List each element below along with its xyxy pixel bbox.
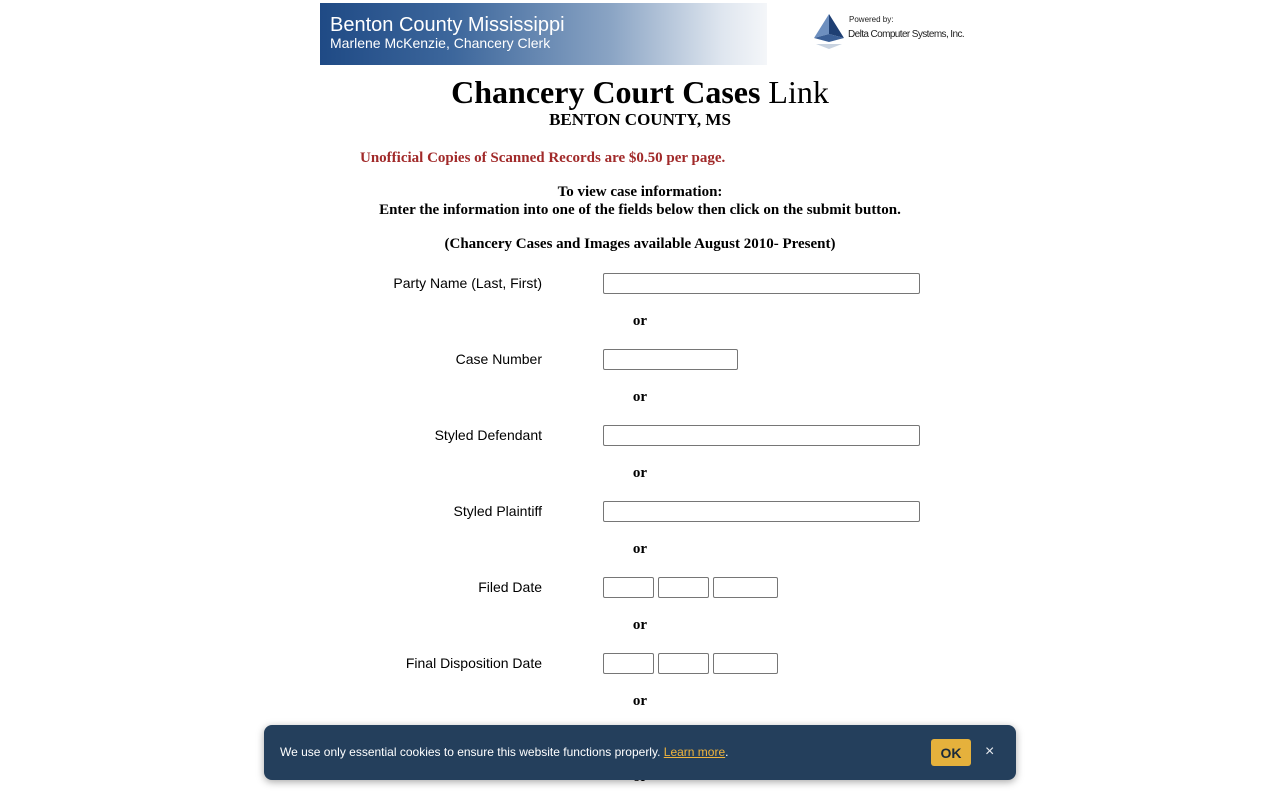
pyramid-logo-icon bbox=[814, 14, 844, 50]
filed-date-day-input[interactable] bbox=[658, 577, 709, 598]
vendor-name: Delta Computer Systems, Inc. bbox=[848, 29, 965, 40]
cookie-banner bbox=[264, 725, 1016, 780]
final-disposition-date-label: Final Disposition Date bbox=[405, 655, 542, 671]
cookie-message bbox=[280, 744, 728, 760]
final-disposition-day-input[interactable] bbox=[658, 653, 709, 674]
filed-date-label: Filed Date bbox=[478, 579, 542, 595]
cookie-message-period: . bbox=[725, 745, 729, 759]
party-name-label: Party Name (Last, First) bbox=[393, 275, 542, 291]
powered-by-label: Powered by: bbox=[849, 15, 894, 24]
party-name-input[interactable] bbox=[603, 273, 920, 294]
or-separator: or bbox=[632, 465, 648, 481]
learn-more-link[interactable]: Learn more bbox=[663, 745, 726, 759]
styled-plaintiff-input[interactable] bbox=[603, 501, 920, 522]
instruction-text: Enter the information into one of the fields below then click on the submit button. bbox=[379, 202, 901, 218]
page-subtitle: BENTON COUNTY, MS bbox=[549, 110, 731, 129]
county-title: Benton County Mississippi bbox=[330, 14, 565, 36]
clerk-line: Marlene McKenzie, Chancery Clerk bbox=[330, 35, 551, 51]
final-disposition-month-input[interactable] bbox=[603, 653, 654, 674]
case-number-label: Case Number bbox=[455, 351, 542, 367]
fee-notice: Unofficial Copies of Scanned Records are $0.50 per page. bbox=[360, 150, 726, 166]
cookie-message-text: We use only essential cookies to ensure this website functions properly. bbox=[280, 745, 661, 759]
close-icon[interactable]: × bbox=[985, 743, 995, 760]
or-separator: or bbox=[632, 313, 648, 329]
county-banner bbox=[320, 3, 767, 65]
case-number-input[interactable] bbox=[603, 349, 738, 370]
vendor-logo bbox=[812, 12, 965, 54]
styled-defendant-input[interactable] bbox=[603, 425, 920, 446]
or-separator: or bbox=[632, 389, 648, 405]
filed-date-month-input[interactable] bbox=[603, 577, 654, 598]
final-disposition-year-input[interactable] bbox=[713, 653, 778, 674]
styled-defendant-label: Styled Defendant bbox=[434, 427, 542, 443]
or-separator: or bbox=[632, 693, 648, 709]
page-title-bold: Chancery Court Cases bbox=[451, 74, 761, 110]
page-title bbox=[0, 72, 1280, 112]
or-separator: or bbox=[632, 617, 648, 633]
page-title-regular: Link bbox=[768, 74, 829, 110]
filed-date-year-input[interactable] bbox=[713, 577, 778, 598]
availability-note: (Chancery Cases and Images available August 2010- Present) bbox=[444, 236, 836, 252]
cookie-ok-button[interactable]: OK bbox=[931, 739, 971, 766]
or-separator: or bbox=[632, 541, 648, 557]
instruction-heading: To view case information: bbox=[557, 184, 723, 200]
styled-plaintiff-label: Styled Plaintiff bbox=[453, 503, 542, 519]
